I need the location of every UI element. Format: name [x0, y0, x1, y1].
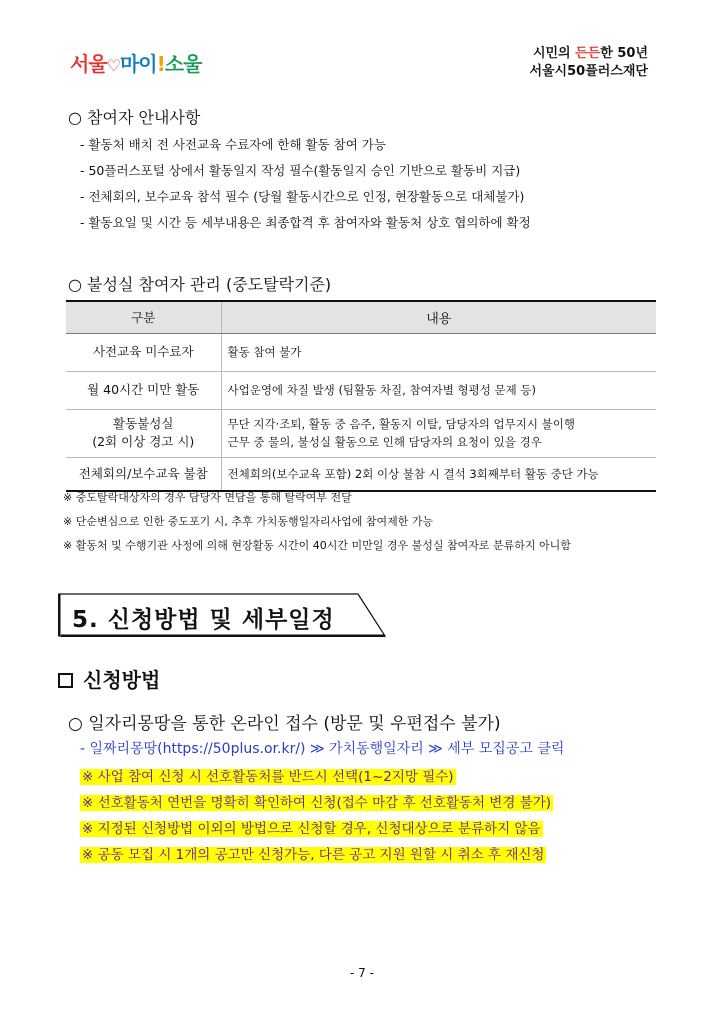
slogan-line-1: 시민의 든든한 50년	[532, 46, 648, 61]
notice-item: ※ 지정된 신청방법 이외의 방법으로 신청할 경우, 신청대상으로 분류하지 않음	[82, 821, 541, 837]
slogan-accent: 든든	[575, 46, 601, 61]
notice-item: ※ 공동 모집 시 1개의 공고만 신청가능, 다른 공고 지원 원할 시 취소 후 재신청	[82, 847, 545, 863]
notice-item: ※ 선호활동처 연번을 명확히 확인하여 신청(접수 마감 후 선호활동처 변경 불가)	[82, 795, 552, 811]
table-row	[66, 409, 656, 457]
chapter-title: 5. 신청방법 및 세부일정	[72, 607, 335, 633]
heart-icon: ♡	[106, 56, 120, 75]
table-cell-category: 전체회의/보수교육 불참	[66, 457, 221, 491]
table-cell-category: 활동불성실 (2회 이상 경고 시)	[66, 409, 221, 457]
column-header-category: 구분	[66, 301, 221, 333]
application-notices	[80, 764, 553, 868]
notice-item: ※ 사업 참여 신청 시 선호활동처를 반드시 선택(1~2지망 필수)	[82, 769, 454, 785]
table-row	[66, 333, 656, 371]
participant-guide-heading: ○ 참여자 안내사항	[68, 108, 201, 127]
dropout-criteria-table	[66, 300, 656, 492]
table-cell-content: 활동 참여 불가	[221, 333, 656, 371]
application-method-heading: 신청방법	[58, 664, 160, 693]
list-item: - 전체회의, 보수교육 참석 필수 (당월 활동시간으로 인정, 현장활동으로 대체불가)	[80, 189, 525, 204]
dropout-criteria-heading: ○ 불성실 참여자 관리 (중도탈락기준)	[68, 275, 332, 294]
foundation-slogan	[529, 45, 648, 81]
logo-part-seoul: 서울	[70, 52, 107, 76]
logo-part-soul: 소울	[164, 52, 202, 76]
logo-part-my: 마이	[119, 52, 157, 76]
list-item: - 50플러스포털 상에서 활동일지 작성 필수(활동일지 승인 기반으로 활동비 지급)	[80, 163, 521, 178]
list-item: - 활동처 배치 전 사전교육 수료자에 한해 활동 참여 가능	[80, 137, 386, 152]
seoul-my-soul-logo	[70, 48, 201, 77]
table-cell-content: 사업운영에 차질 발생 (팀활동 차질, 참여자별 형평성 문제 등)	[221, 371, 656, 409]
checkbox-square-icon	[58, 673, 73, 688]
column-header-content: 내용	[221, 301, 656, 333]
logo-exclamation-mark: !	[156, 52, 165, 76]
participant-guide-list	[80, 132, 531, 236]
chapter-title-box	[58, 593, 386, 637]
table-row	[66, 371, 656, 409]
list-item: - 활동요일 및 시간 등 세부내용은 최종합격 후 참여자와 활동처 상호 협의하에 확정	[80, 215, 531, 230]
page-number: - 7 -	[350, 966, 374, 980]
table-cell-category: 월 40시간 미만 활동	[66, 371, 221, 409]
application-link-path[interactable]: - 일짜리몽땅(https://50plus.or.kr/) ≫ 가치동행일자리 ≫ 세부 모집공고 클릭	[80, 741, 565, 757]
note-item: ※ 단순변심으로 인한 중도포기 시, 추후 가치동행일자리사업에 참여제한 가능	[63, 515, 434, 528]
table-cell-content: 전체회의(보수교육 포함) 2회 이상 불참 시 결석 3회째부터 활동 중단 가능	[227, 466, 599, 481]
table-cell-content: 무단 지각·조퇴, 활동 중 음주, 활동지 이탈, 담당자의 업무지시 불이행 근무 중 물의, 불성실 활동으로 인해 담당자의 요청이 있을 경우	[221, 409, 656, 457]
note-item: ※ 중도탈락대상자의 경우 담당자 면담을 통해 탈락여부 전달	[63, 491, 352, 504]
table-cell-category: 사전교육 미수료자	[66, 333, 221, 371]
table-header-row	[66, 301, 656, 333]
note-item: ※ 활동처 및 수행기관 사정에 의해 현장활동 시간이 40시간 미만일 경우 불성실 참여자로 분류하지 아니함	[63, 539, 571, 552]
dropout-notes	[63, 486, 571, 558]
online-application-heading: ○ 일자리몽땅을 통한 온라인 접수 (방문 및 우편접수 불가)	[68, 714, 501, 734]
slogan-line-2: 서울시50플러스재단	[529, 64, 648, 79]
